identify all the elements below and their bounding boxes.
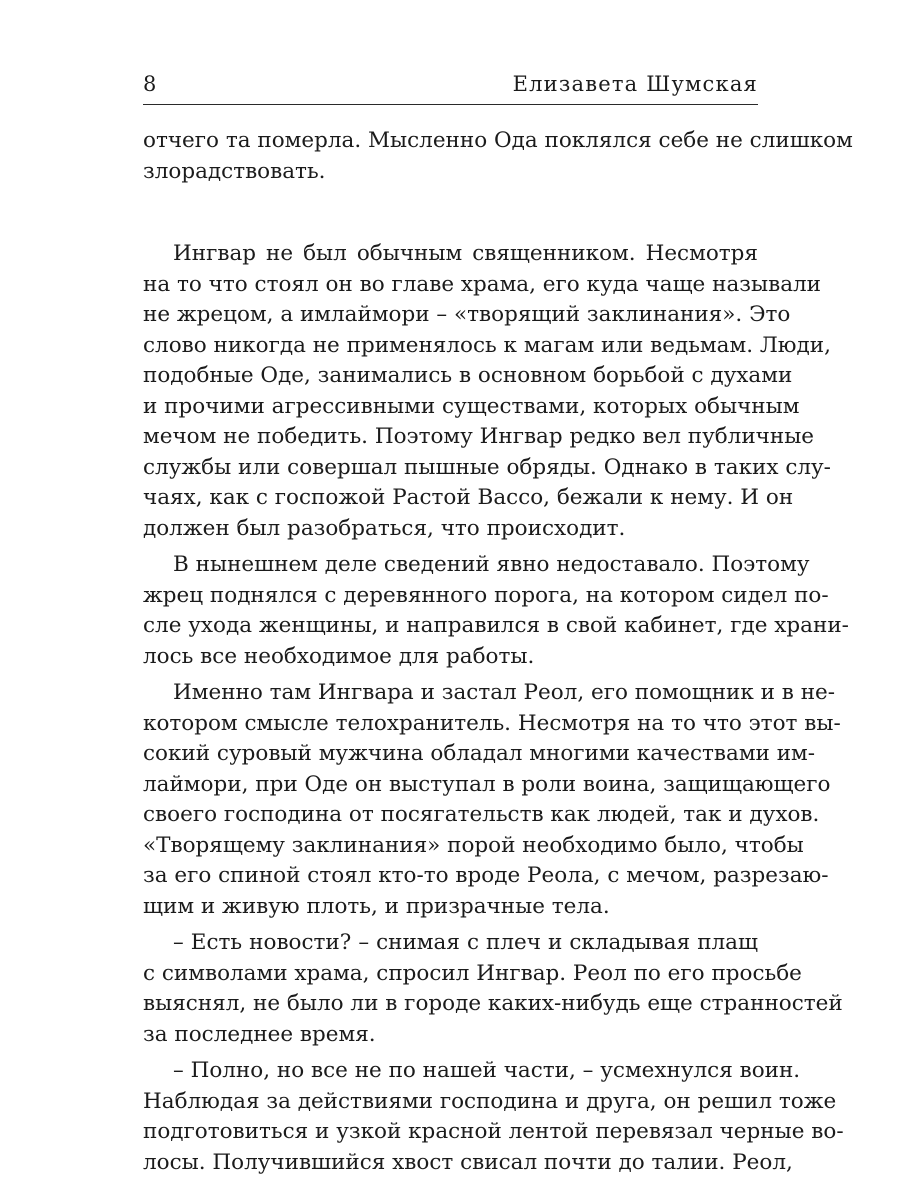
- text-line: службы или совершал пышные обряды. Однако в таких слу-: [143, 454, 831, 480]
- text-line: Именно там Ингвара и застал Реол, его помощник и в не-: [173, 680, 836, 705]
- paragraph: [143, 678, 841, 922]
- paragraph: [143, 1056, 844, 1178]
- text-line: за последнее время.: [143, 1021, 376, 1047]
- text-line: подготовиться и узкой красной лентой перевязал черные во-: [143, 1119, 844, 1144]
- text-line: с символами храма, спросил Ингвар. Реол по его просьбе: [143, 960, 802, 986]
- text-line: жрец поднялся с деревянного порога, на котором сидел по-: [143, 582, 829, 608]
- text-line: на то что стоял он во главе храма, его куда чаще называли: [143, 271, 822, 297]
- text-line: своего господина от посягательств как людей, так и духов.: [143, 802, 820, 827]
- text-line: «Творящему заклинания» порой необходимо было, чтобы: [143, 832, 804, 858]
- text-line: не жрецом, а имлаймори – «творящий заклинания». Это: [143, 302, 791, 327]
- paragraph: [143, 928, 843, 1050]
- paragraph: [143, 239, 831, 544]
- text-line: Наблюдая за действиями господина и друга, он решил тоже: [143, 1088, 837, 1114]
- text-line: мечом не победить. Поэтому Ингвар редко вел публичные: [143, 424, 815, 449]
- text-line: щим и живую плоть, и призрачные тела.: [143, 893, 610, 919]
- running-title-author: Елизавета Шумская: [512, 72, 758, 96]
- text-line: котором смысле телохранитель. Несмотря на то что этот вы-: [143, 710, 841, 736]
- text-line: сле ухода женщины, и направился в свой кабинет, где храни-: [143, 613, 849, 638]
- text-line: лось все необходимое для работы.: [143, 643, 535, 669]
- text-line: лосы. Получившийся хвост свисал почти до талии. Реол,: [143, 1149, 793, 1175]
- page-number: 8: [143, 72, 157, 96]
- text-line: Ингвар не был обычным священником. Несмотря: [173, 241, 758, 266]
- text-line: лаймори, при Оде он выступал в роли воина, защищающего: [143, 771, 831, 797]
- text-line: – Полно, но все не по нашей части, – усмехнулся воин.: [173, 1058, 801, 1083]
- text-line: за его спиной стоял кто-то вроде Реола, с мечом, разрезаю-: [143, 863, 829, 888]
- paragraph: [143, 550, 849, 672]
- text-line: должен был разобраться, что происходит.: [143, 515, 626, 541]
- text-line: выяснял, не было ли в городе каких-нибудь еще странностей: [143, 991, 843, 1016]
- text-line: – Есть новости? – снимая с плеч и складывая плащ: [173, 930, 758, 955]
- text-line: отчего та померла. Мысленно Ода поклялся себе не слишком: [143, 128, 853, 153]
- text-line: слово никогда не применялось к магам или ведьмам. Люди,: [143, 332, 831, 358]
- section-break: [143, 193, 758, 239]
- page-header: [143, 70, 758, 105]
- text-line: и прочими агрессивными существами, которых обычным: [143, 393, 800, 419]
- text-line: подобные Оде, занимались в основном борьбой с духами: [143, 363, 793, 388]
- text-line: В нынешнем деле сведений явно недоставало. Поэтому: [173, 552, 810, 577]
- text-line: чаях, как с госпожой Растой Вассо, бежали к нему. И он: [143, 485, 794, 510]
- text-line: злорадствовать.: [143, 158, 326, 184]
- text-line: сокий суровый мужчина обладал многими качествами им-: [143, 741, 816, 766]
- paragraph: [143, 126, 853, 187]
- body-text: [143, 126, 853, 1184]
